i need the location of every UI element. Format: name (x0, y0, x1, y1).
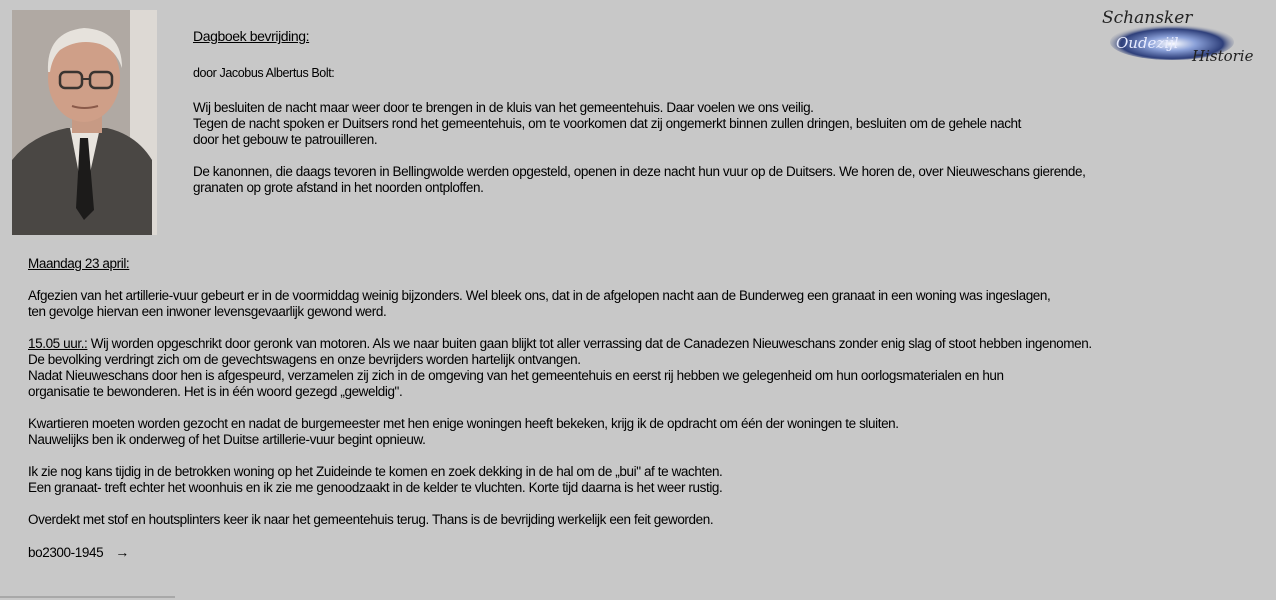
text-line: Kwartieren moeten worden gezocht en nadat de burgemeester met hen enige woningen heeft bekeken, krijg ik de opdracht om één der woningen te sluiten. (28, 416, 899, 431)
author-portrait (12, 10, 157, 235)
paragraph-5: Overdekt met stof en houtsplinters keer ik naar het gemeentehuis terug. Thans is de bevrijding werkelijk een feit geworden. (28, 512, 714, 527)
logo-text-schansker: Schansker (1102, 8, 1193, 28)
text-line: Wij besluiten de nacht maar weer door te brengen in de kluis van het gemeentehuis. Daar voelen we ons veilig. (193, 100, 814, 115)
intro-paragraph-1 (193, 100, 1253, 148)
text-line: door het gebouw te patrouilleren. (193, 132, 378, 147)
text-line: De bevolking verdringt zich om de gevechtswagens en onze bevrijders worden hartelijk ontvangen. (28, 352, 581, 367)
intro-text (193, 100, 1253, 196)
author-line: door Jacobus Albertus Bolt: (193, 66, 335, 80)
article-header (193, 28, 1253, 212)
arrow-right-icon[interactable]: → (115, 544, 129, 560)
text-line: Tegen de nacht spoken er Duitsers rond het gemeentehuis, om te voorkomen dat zij ongemerkt binnen zullen dringen, besluiten om de gehele nacht (193, 116, 1021, 131)
text-line: granaten op grote afstand in het noorden ontploffen. (193, 180, 484, 195)
page-title: Dagboek bevrijding: (193, 28, 310, 44)
article-body (28, 256, 1263, 577)
text-line: ten gevolge hiervan een inwoner levensgevaarlijk gewond werd. (28, 304, 387, 319)
next-page-nav (28, 544, 1263, 561)
next-page-link[interactable]: bo2300-1945 (28, 545, 104, 560)
text-line: organisatie te bewonderen. Het is in één woord gezegd „geweldig". (28, 384, 403, 399)
portrait-image (12, 10, 157, 235)
logo-text-oudezijl: Oudezijl (1116, 34, 1179, 52)
paragraph-3 (28, 416, 1263, 448)
paragraph-4 (28, 464, 1263, 496)
intro-paragraph-2 (193, 164, 1253, 196)
text-line: Ik zie nog kans tijdig in de betrokken woning op het Zuideinde te komen en zoek dekking in de hal om de „bui" af te wachten. (28, 464, 723, 479)
text-line: Nadat Nieuweschans door hen is afgespeurd, verzamelen zij zich in de omgeving van het gemeentehuis en eerst rij hebben we gelegenheid om hun oorlogsmaterialen en hun (28, 368, 1004, 383)
text-line: Een granaat- treft echter het woonhuis en ik zie me genoodzaakt in de kelder te vluchten. Korte tijd daarna is het weer rustig. (28, 480, 723, 495)
paragraph-2 (28, 336, 1263, 400)
logo-text-historie: Historie (1192, 47, 1254, 65)
text-line: Nauwelijks ben ik onderweg of het Duitse artillerie-vuur begint opnieuw. (28, 432, 426, 447)
footer-divider (0, 596, 175, 598)
paragraph-1 (28, 288, 1263, 320)
text-line: Afgezien van het artillerie-vuur gebeurt er in de voormiddag weinig bijzonders. Wel bleek ons, dat in de afgelopen nacht aan de Bunderweg een granaat in een woning was ingeslagen, (28, 288, 1051, 303)
text-line: De kanonnen, die daags tevoren in Bellingwolde werden opgesteld, openen in deze nacht hun vuur op de Duitsers. We horen de, over Nieuweschans gierende, (193, 164, 1086, 179)
text-line: Wij worden opgeschrikt door geronk van motoren. Als we naar buiten gaan blijkt tot aller verrassing dat de Canadezen Nieuweschans zonder enig slag of stoot hebben ingenomen. (87, 336, 1092, 351)
time-label: 15.05 uur.: (28, 336, 88, 351)
day-heading: Maandag 23 april: (28, 256, 130, 271)
